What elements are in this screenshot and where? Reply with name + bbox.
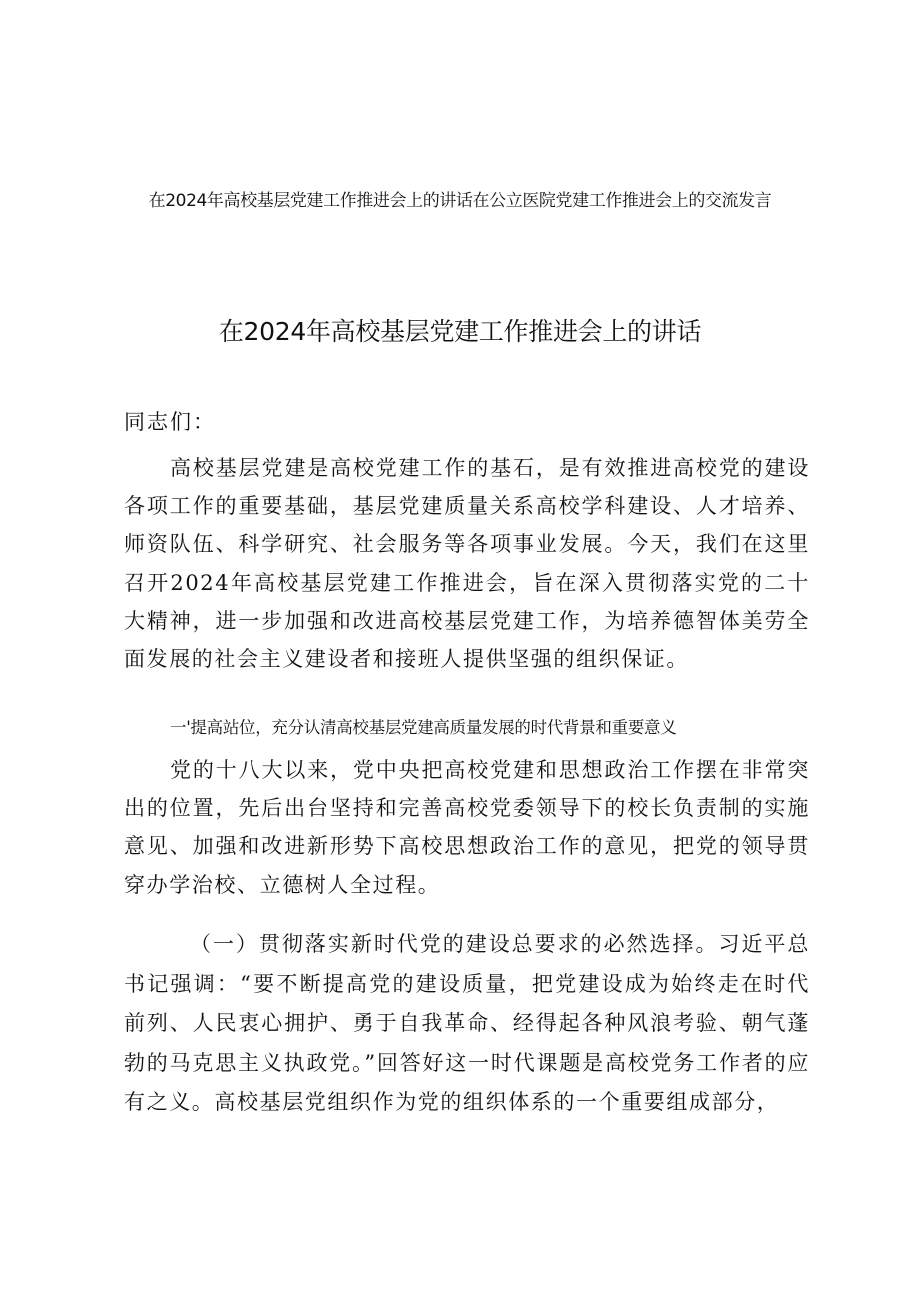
body-paragraph: 党的十八大以来，党中央把高校党建和思想政治工作摆在非常突出的位置，先后出台坚持和完善高校党委领导下的校长负责制的实施意见、加强和改进新形势下高校思想政治工作的意见，把党的领导贯穿办学治校、立德树人全过程。 [124,758,810,897]
document-header: 在2024年高校基层党建工作推进会上的讲话在公立医院党建工作推进会上的交流发言 [148,191,772,211]
speech-title: 在2024年高校基层党建工作推进会上的讲话 [218,317,702,346]
section-heading: 一'提高站位，充分认清高校基层党建高质量发展的时代背景和重要意义 [170,718,677,737]
opening-paragraph: 高校基层党建是高校党建工作的基石，是有效推进高校党的建设各项工作的重要基础，基层党建质量关系高校学科建设、人才培养、师资队伍、科学研究、社会服务等各项事业发展。今天，我们在这里召开2024年高校基层党建工作推进会，旨在深入贯彻落实党的二十大精神，进一步加强和改进高校基层党建工作，为培养德智体美劳全面发展的社会主义建设者和接班人提供坚强的组织保证。 [124,456,810,672]
salutation: 同志们： [124,410,216,434]
subsection-paragraph: （一）贯彻落实新时代党的建设总要求的必然选择。习近平总书记强调：“要不断提高党的建设质量，把党建设成为始终走在时代前列、人民衷心拥护、勇于自我革命、经得起各种风浪考验、朝气蓬勃的马克思主义执政党。”回答好这一时代课题是高校党务工作者的应有之义。高校基层党组织作为党的组织体系的一个重要组成部分， [124,932,810,1115]
